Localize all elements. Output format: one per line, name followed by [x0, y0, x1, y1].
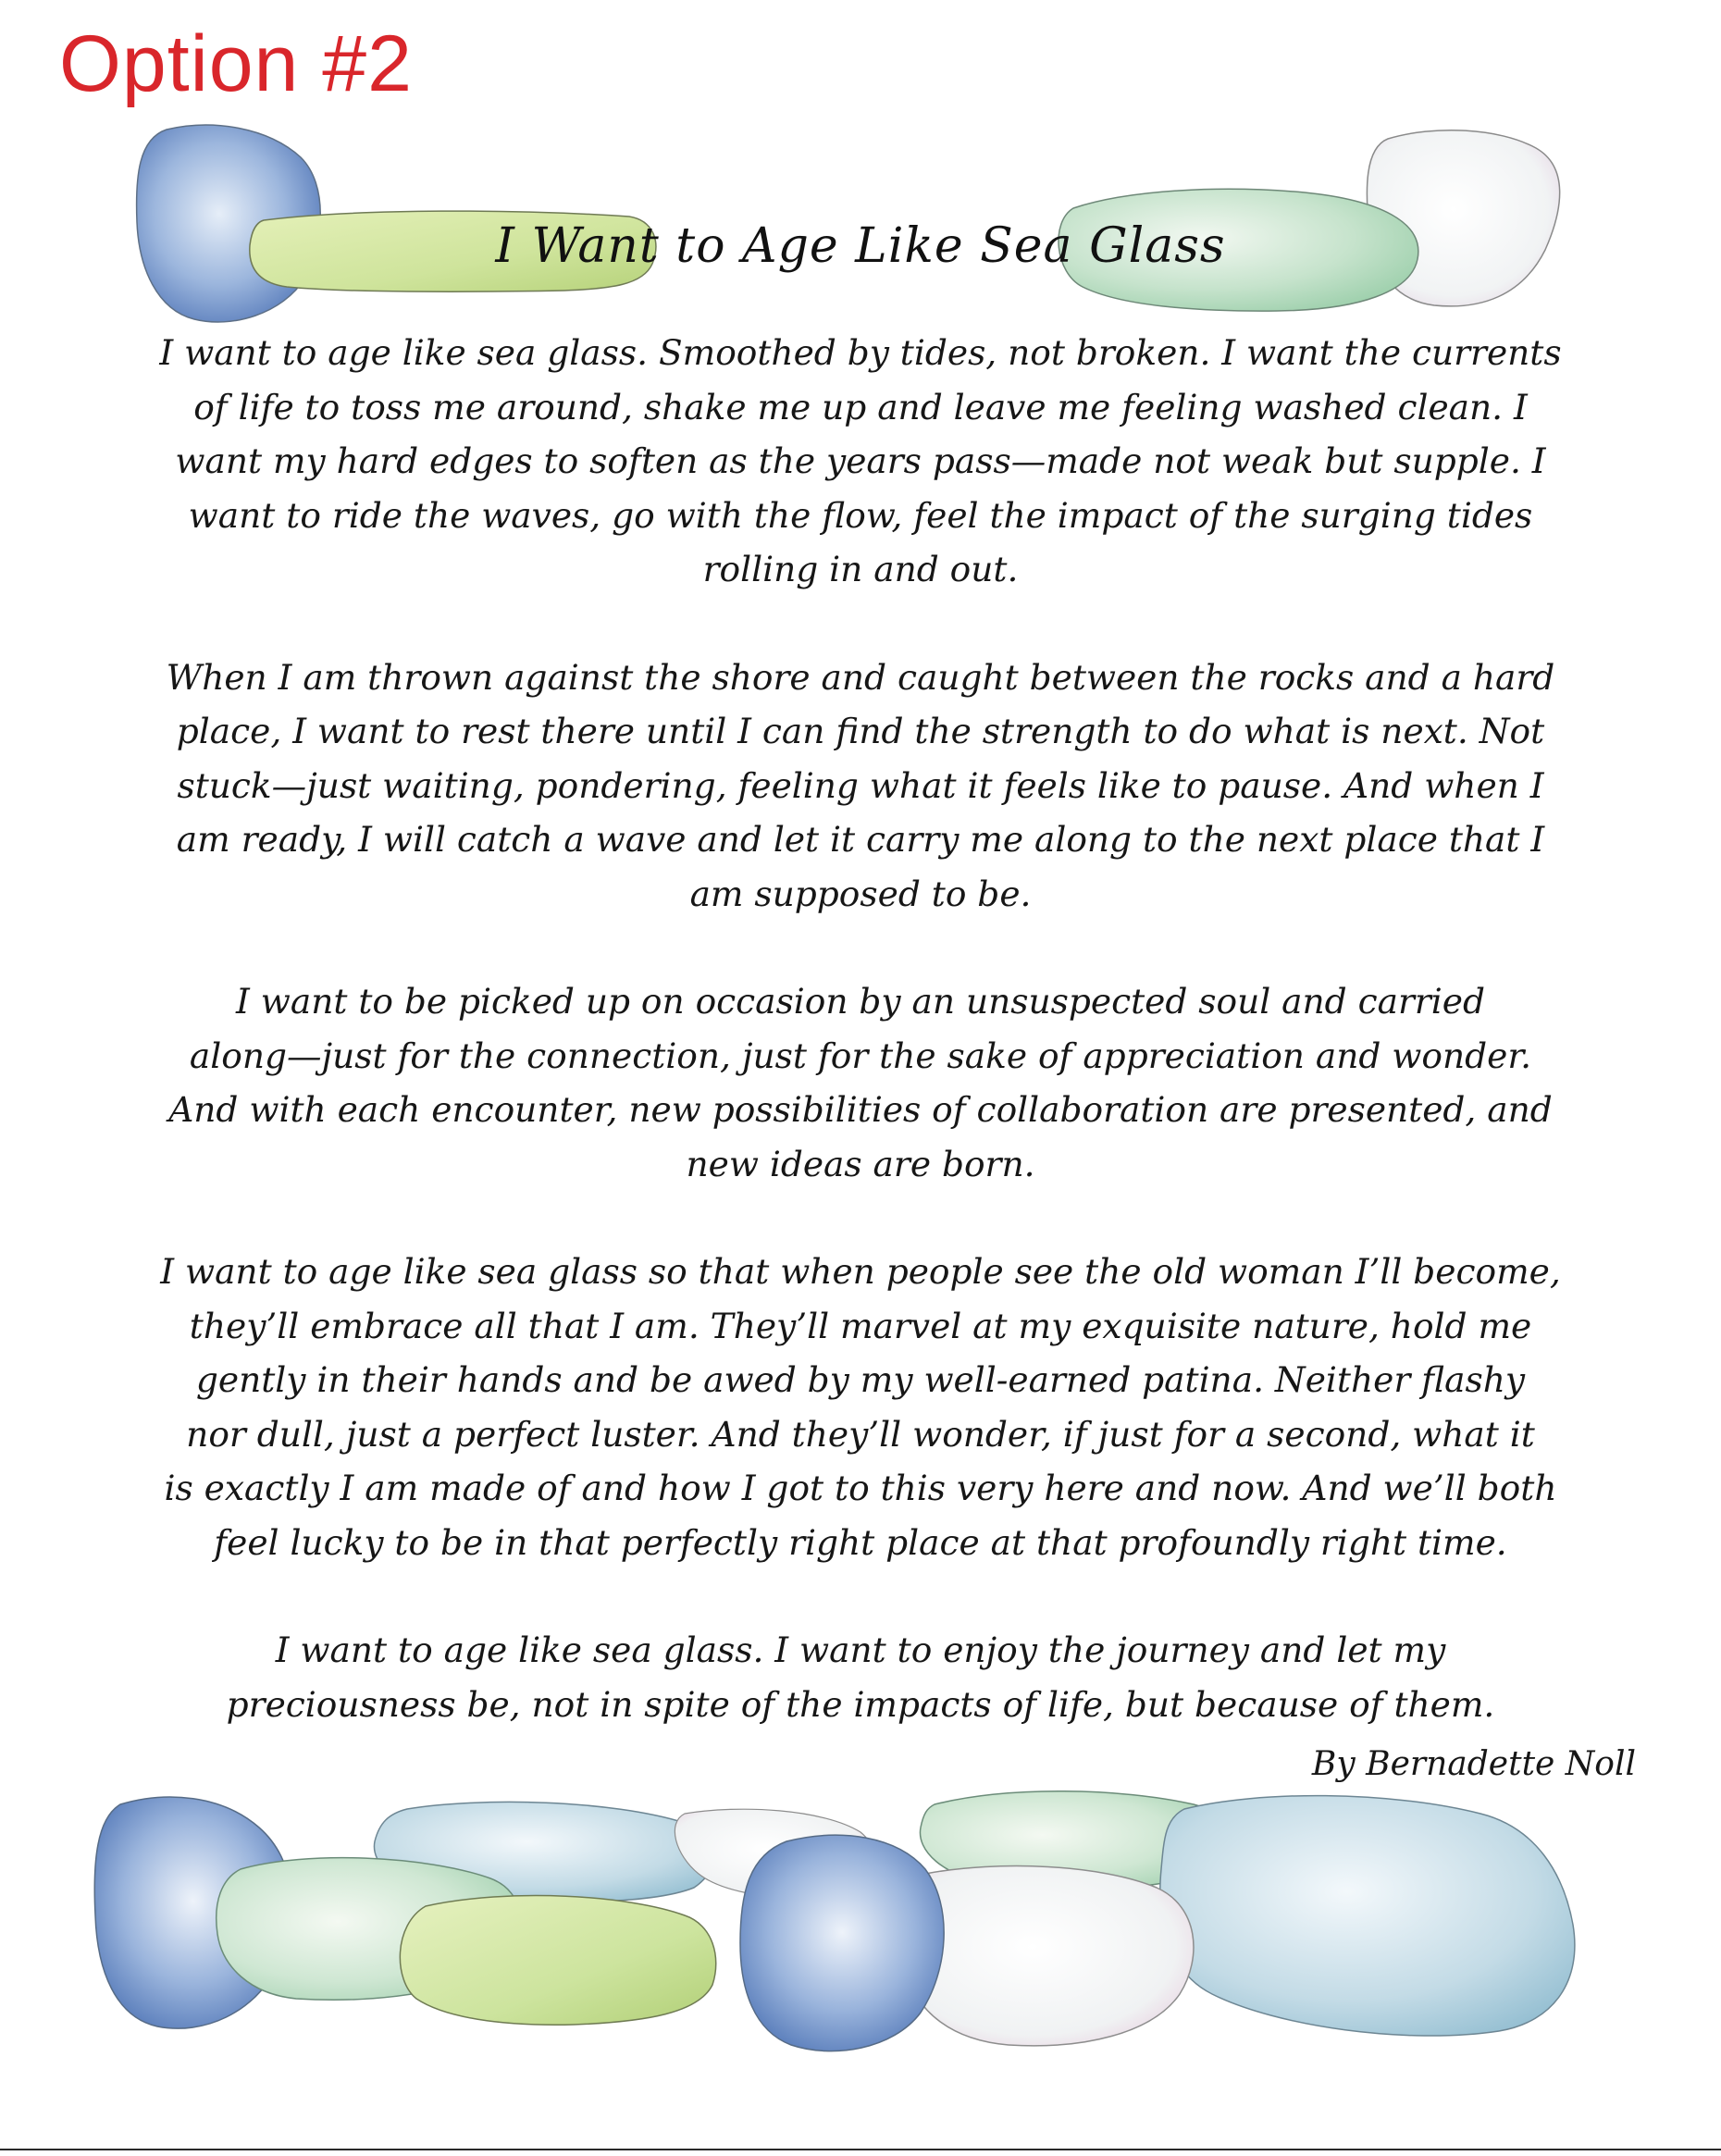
lime-glass-piece	[400, 1896, 715, 2026]
stanza-4	[83, 1245, 1638, 1569]
poem-line: am supposed to be.	[689, 873, 1032, 914]
option-label: Option #2	[59, 19, 413, 108]
poem-line: stuck—just waiting, pondering, feeling what it feels like to pause. And when I	[177, 764, 1544, 806]
poem-line: feel lucky to be in that perfectly right place at that profoundly right time.	[214, 1521, 1507, 1563]
poem-body	[83, 326, 1638, 1785]
blue-glass-piece	[740, 1835, 944, 2051]
poem-line: is exactly I am made of and how I got to this very here and now. And we’ll both	[164, 1468, 1557, 1508]
poem-line: gently in their hands and be awed by my well-earned patina. Neither flashy	[195, 1359, 1526, 1400]
poem-line: I want to age like sea glass. I want to enjoy the journey and let my	[275, 1629, 1446, 1670]
poem-line: along—just for the connection, just for the sake of appreciation and wonder.	[189, 1035, 1532, 1076]
poem-line: rolling in and out.	[702, 549, 1019, 589]
stanza-1	[83, 326, 1638, 597]
stanza-5	[83, 1623, 1638, 1731]
poem-line: they’ll embrace all that I am. They’ll marvel at my exquisite nature, hold me	[189, 1305, 1532, 1346]
poem-line: new ideas are born.	[686, 1143, 1035, 1184]
aqua-glass-piece	[1160, 1796, 1575, 2036]
stanza-2	[83, 651, 1638, 922]
poem-line: I want to age like sea glass. Smoothed by tides, not broken. I want the currents	[159, 332, 1562, 373]
bottom-sea-glass-illustration	[93, 1786, 1610, 2063]
poem-line: And with each encounter, new possibilities of collaboration are presented, and	[168, 1089, 1553, 1130]
poem-line: want my hard edges to soften as the years pass—made not weak but supple. I	[175, 440, 1546, 481]
poem-line: I want to be picked up on occasion by an unsuspected soul and carried	[236, 981, 1485, 1022]
poem-line: nor dull, just a perfect luster. And they’ll wonder, if just for a second, what it	[186, 1413, 1535, 1455]
poem-title: I Want to Age Like Sea Glass	[495, 218, 1226, 274]
stanza-3	[83, 974, 1638, 1191]
poem-line: of life to toss me around, shake me up and leave me feeling washed clean. I	[193, 386, 1528, 427]
poem-line: preciousness be, not in spite of the impacts of life, but because of them.	[226, 1683, 1495, 1725]
white-glass-piece	[901, 1866, 1194, 2046]
poem-line: I want to age like sea glass so that when people see the old woman I’ll become,	[160, 1251, 1561, 1292]
poem-line: place, I want to rest there until I can find the strength to do what is next. Not	[176, 711, 1545, 751]
bottom-divider	[0, 2149, 1721, 2150]
author-byline: By Bernadette Noll	[1311, 1745, 1636, 1783]
poem-line: am ready, I will catch a wave and let it carry me along to the next place that I	[176, 819, 1545, 860]
poem-line: When I am thrown against the shore and caught between the rocks and a hard	[166, 656, 1555, 698]
poem-line: want to ride the waves, go with the flow, feel the impact of the surging tides	[188, 494, 1533, 536]
